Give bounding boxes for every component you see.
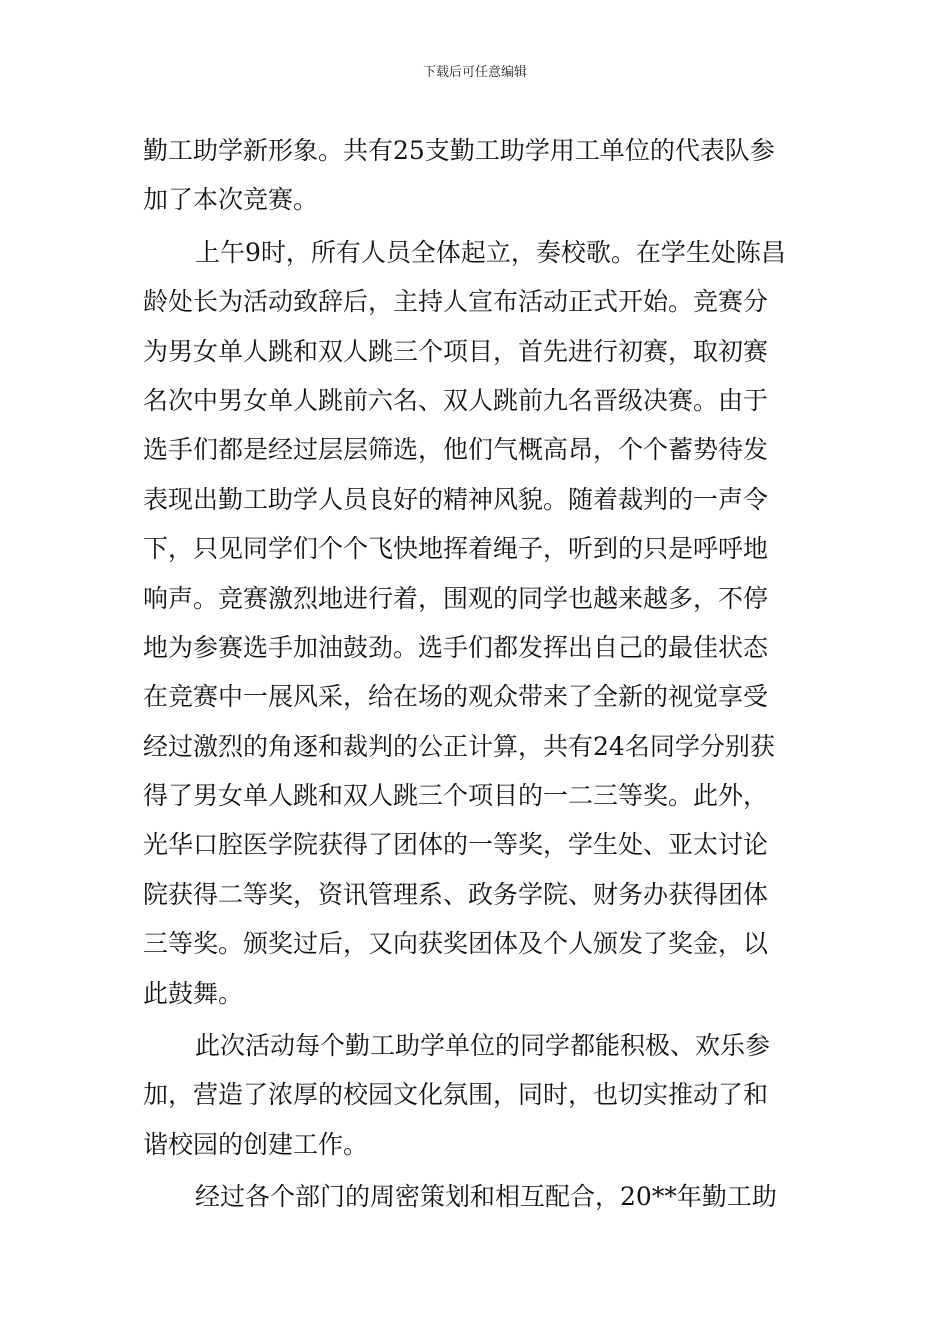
text-line: 表现出勤工助学人员良好的精神风貌。随着裁判的一声令 — [143, 484, 769, 514]
text-line: 得了男女单人跳和双人跳三个项目的一二三等奖。此外， — [143, 781, 769, 811]
text-line: 在竞赛中一展风采，给在场的观众带来了全新的视觉享受 — [143, 682, 769, 712]
text-line: 谐校园的创建工作。 — [143, 1129, 369, 1159]
paragraph — [143, 1021, 813, 1169]
text-line: 下，只见同学们个个飞快地挥着绳子，听到的只是呼呼地 — [143, 534, 769, 564]
text-line: 名次中男女单人跳前六名、双人跳前九名晋级决赛。由于 — [143, 385, 769, 415]
text-line: 加了本次竞赛。 — [143, 185, 319, 215]
page-header: 下载后可任意编辑 — [422, 65, 527, 80]
text-line: 加，营造了浓厚的校园文化氛围，同时，也切实推动了和 — [143, 1080, 769, 1110]
text-line: 经过激烈的角逐和裁判的公正计算，共有24名同学分别获 — [143, 731, 775, 761]
text-line: 此鼓舞。 — [143, 978, 244, 1008]
text-line: 为男女单人跳和双人跳三个项目，首先进行初赛，取初赛 — [143, 336, 769, 366]
text-line: 响声。竞赛激烈地进行着，围观的同学也越来越多，不停 — [143, 583, 769, 613]
text-line: 院获得二等奖，资讯管理系、政务学院、财务办获得团体 — [143, 879, 769, 909]
paragraph — [143, 1172, 813, 1221]
text-line: 地为参赛选手加油鼓劲。选手们都发挥出自己的最佳状态 — [143, 632, 769, 662]
paragraph — [143, 126, 813, 225]
text-line: 经过各个部门的周密策划和相互配合，20**年勤工助 — [195, 1182, 777, 1212]
text-line: 勤工助学新形象。共有25支勤工助学用工单位的代表队参 — [143, 136, 775, 165]
document-body — [143, 126, 813, 1222]
text-line: 光华口腔医学院获得了团体的一等奖，学生处、亚太讨论 — [143, 830, 769, 860]
text-line: 龄处长为活动致辞后，主持人宣布活动正式开始。竞赛分 — [143, 287, 769, 317]
text-line: 此次活动每个勤工助学单位的同学都能积极、欢乐参 — [195, 1031, 771, 1061]
text-line: 上午9时，所有人员全体起立，奏校歌。在学生处陈昌 — [195, 237, 786, 267]
paragraph — [143, 228, 813, 1018]
text-line: 三等奖。颁奖过后，又向获奖团体及个人颁发了奖金，以 — [143, 929, 769, 959]
text-line: 选手们都是经过层层筛选，他们气概高昂，个个蓄势待发 — [143, 435, 769, 465]
